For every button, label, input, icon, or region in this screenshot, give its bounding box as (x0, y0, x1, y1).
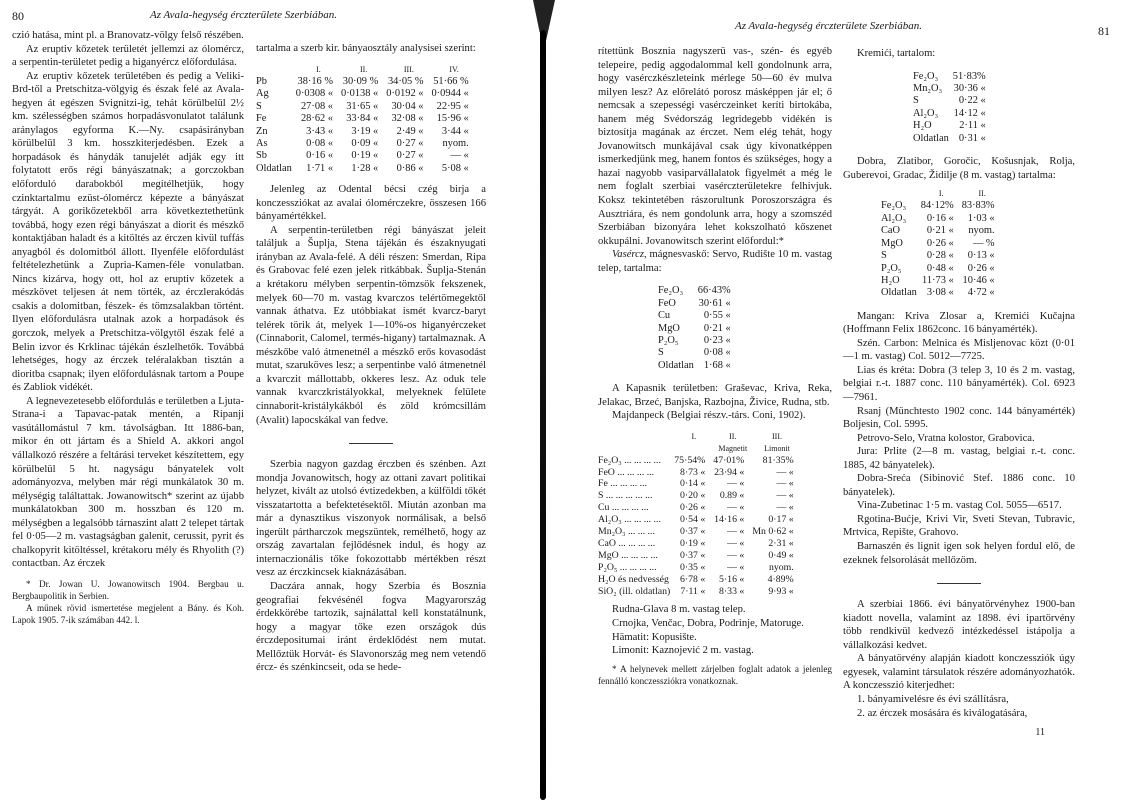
table-row (913, 133, 994, 145)
table-cell: Fe₂O₃ (913, 70, 939, 82)
list-item: Crnojka, Venčac, Dobra, Podrinje, Matoruge. (612, 618, 804, 630)
table-cell: 0·31 « (958, 132, 986, 144)
table-cell: 3·43 « (306, 125, 334, 137)
table-cell: Oldatlan (913, 132, 949, 144)
table-cell: 0·16 « (306, 150, 334, 162)
table-cell: Fe ... ... ... ... (598, 478, 647, 490)
table-cell: 30·04 « (391, 100, 424, 112)
paragraph: Lias és kréta: Dobra (3 telep 3, 10 és 2 m. vastag, belgiai r.-t. 1887 conc. 110 bányamérték). Col. 6923—7961. (843, 364, 1075, 404)
table-cell: 0·0138 « (341, 88, 379, 100)
table-cell: 0·0944 « (431, 88, 469, 100)
table-cell: Magnetit (718, 443, 748, 453)
table-cell: 34·05 % (387, 75, 424, 87)
table-cell: II. (729, 431, 737, 441)
table-cell: 23·94 « (714, 466, 745, 478)
table-cell: 1·68 « (703, 359, 731, 371)
table-cell: 1·03 « (967, 212, 995, 224)
table-cell: — « (727, 549, 745, 561)
right-column-1 (598, 45, 832, 687)
table-row (658, 298, 739, 310)
table-cell: CaO ... ... ... ... (598, 537, 656, 549)
paragraph: Szerbia nagyon gazdag érczben és szénben. Azt mondja Jovanowitsch, hogy az ottani zavart politikai helyzet, kivált az utolsó évtizedekben, a külföldi tőkét visszatartotta a befektetésektől. Miután azonban ma már a dynasztikus viszonyok normálisak, a belső ingerült pártharczok megszüntek, remélhető, hogy az ország zavartalan fejlődésnek indul, és hogy az internaczionális tőke fokozottabb mértékben részt vesz az érczkincsek kiaknázásában. (256, 459, 486, 579)
table-cell: 0·26 « (967, 262, 995, 274)
table-row (913, 108, 994, 120)
table-cell: FeO (658, 297, 676, 309)
paragraph: Dobra-Sreća (Sibinović Stef. 1886 conc. 10 bányatelek). (843, 473, 1075, 498)
table-cell: 30·61 « (698, 297, 731, 309)
table-row (913, 83, 994, 95)
table-cell: 33·84 « (346, 113, 379, 125)
table-row (658, 360, 739, 372)
paragraph: Petrovo-Selo, Vratna kolostor, Grabovica. (857, 432, 1035, 444)
table-cell: Mn 0·62 « (752, 526, 794, 538)
left-column-2 (256, 42, 486, 675)
table-cell: Cu (658, 310, 671, 322)
table-cell: 32·08 « (391, 113, 424, 125)
table-cell: 0·28 « (926, 250, 954, 262)
table-cell: 0·0192 « (386, 88, 424, 100)
table-cell: 0·86 « (396, 162, 424, 174)
table-cell: 7·11 « (680, 585, 706, 597)
table-cell: 11·73 « (922, 274, 954, 286)
table-cell: I. (316, 64, 321, 74)
table-cell: S ... ... ... ... ... (598, 490, 653, 502)
table-row (598, 455, 802, 467)
table-cell: II. (359, 64, 368, 74)
table-cell: P₂O₅ ... ... ... ... (598, 561, 657, 573)
table-row (881, 238, 1003, 250)
table-row (256, 76, 477, 88)
paragraph: Daczára annak, hogy Szerbia és Bosznia geografiai fekvésénél fogva Magyarország érdekkörébe tartozik, sajnálattal kell konstatálnunk, hogy a magyar tőke ezen országok dús érczdepositumai iránt érdeklődést nem mutat. Mellőztük Horvát- és Slavonország meg nem vetendő ércz- és szénkincseit, oda se hede- (256, 580, 486, 674)
table-row (598, 478, 802, 490)
table-cell: Zn (256, 125, 268, 137)
table-cell: — « (727, 561, 745, 573)
paragraph: rítettünk Bosznia nagyszerü vas-, szén- és egyéb telepeire, pedig aggodalommal kell gondolnunk arra, hogy vasérczkészleteink mérlege 50—60 év mulva milyen lesz? Az előrelátó porosz másképpen jár el; ő nemcsak a szepességi vasérczeinket keríti birtokába, hanem még Svédország legridegebb vidékén is biztosítja magának az érczet. Nem elég tehát, hogy Jovanowitsch munkájával csak úgy kivonatképpen ismerkedjünk meg, hanem fontos és szükséges, hogy a hazai nagyobb vasiparvállalatok figyelmét a még le nem foglalt szerbiai vasérczterületekre felhivjuk. Koksz tekintetében rászorultunk Poroszországra és Ausztriára, és nem gondolunk arra, hogy a szomszéd Szerbiában bizonyára lehet kokszolható kőszenet okkupálni. Jovanowitsch szerint előfordul:* (598, 46, 832, 247)
table-cell (881, 188, 921, 200)
table-row (598, 550, 802, 562)
table-cell (598, 443, 674, 455)
table-cell: 30·09 % (342, 75, 379, 87)
table-cell: 0·35 « (679, 561, 706, 573)
table-cell: 3·08 « (926, 287, 954, 299)
table-cell: 22·95 « (436, 100, 469, 112)
signature-mark: 11 (1035, 727, 1045, 739)
table-cell: 0·27 « (396, 137, 424, 149)
table-cell: — « (776, 478, 794, 490)
table-row (598, 443, 802, 455)
table-row (598, 574, 802, 586)
table-row (658, 323, 739, 335)
section-divider (937, 583, 981, 584)
table-cell: 28·62 « (300, 113, 334, 125)
table-cell: Ag (256, 88, 269, 100)
table-row (881, 250, 1003, 262)
table-row (598, 502, 802, 514)
table-cell: 4·89% (767, 573, 794, 585)
table-cell: Limonit (764, 443, 790, 453)
left-page (0, 0, 520, 800)
table-row (256, 126, 477, 138)
table-cell: 0·27 « (396, 150, 424, 162)
paragraph: Az eruptiv kőzetek területében és pedig a Veliki-Brd-től a Pretschitza-völgyig és észak felé az Avala-hegyen át egészen Svignitzi-ig, tehát körülbelül 2½ km. szélességben számos horpadásvonulatot találunk aránylagos egyforma K.—Ny. csapásirányban körülbelül 3 km. hosszkiterjedésben. Ezek a horpadások és hánydák tanujelét adják egy itt folytatott erős régi bányászatnak; a gorczokban előforduló darabokból megítélhetjük, hogy czinktartalmu ezüst-ólomércz képezte a bányászat tárgyát. A gorikőzetekből arra következtethetünk továbbá, hogy ezen régi bányászat a diorit és mészkő kontaktjában haladt és a kitöltés az érczen kivül tuffás anyagból és dolomitból állott. Ilyenféle előfordulást feltételezhetünk a Zupria-Kamen-féle vonulatban. Nincs kizárva, hogy ott, hol az eruptiv kőzetek a mészkövet teljesen át nem törték, az érczlerakódás csakis a dolomitban, fészek- és tömzsalakban történt. Ilyen előfordulásra utalnak azok a horpadások és gorczok, melyek a Pretschitza-völgytől észak felé a Belin izvor és Krklinac tájékán észlelhetők. Továbbá lehetséges, hogy az érczek teléralakban tisztán a dioritba csapnak; ilyen előfordulásnak tartom a Poupe és Zabliok vidékét. (12, 70, 244, 394)
table-cell: Al₂O₃ (881, 212, 907, 224)
table-cell: 0·21 « (926, 225, 954, 237)
table-cell: H₂O (881, 274, 900, 286)
table-cell: P₂O₅ (881, 262, 902, 274)
table-cell: I. (691, 431, 697, 441)
footnote: * A helynevek mellett zárjelben foglalt adatok a jelenleg fennálló konczessziókra vonatkoznak. (598, 663, 832, 686)
table-cell: CaO (881, 225, 901, 237)
table-cell: Fe₂O₃ ... ... ... ... (598, 454, 661, 466)
table-cell: P₂O₅ (658, 334, 679, 346)
table-cell (674, 443, 713, 455)
paragraph: A serpentin-területben régi bányászat jeleit találjuk a Šuplja, Stena tájékán és északnyugati irányban az Avala-felé. A déli részen: Smerdan, Ripa és Grabovac felé ezen jelek ritkábbak. Šuplja-Stenán a krétakoru mélyben serpentin-tömzsök fekszenek, melyek 60—70 m. vastag kvarczos telértömegektől vannak áthatva. Ez utóbbiakat ismét kvarcz-baryt telérek törik át, melyek 1—10%-os higanyérczeket (Cinnaborit, Calomel, termés-higany) tartalmaznak. A mészkőbe való átmenetnél a mészkő erős kovasodást mutat, szaruköves lesz; a serpentinbe való átmenetnél a kvarczit mállottabb, okkeres lesz. Az oduk tele vannak kvarczkristályokkal, melyeknek felülete cinnaborit-kristálykákból és zöld krómcsillám (Avalit) lapocskákal van fedve. (256, 224, 486, 426)
table-cell: 3·44 « (441, 125, 469, 137)
table-cell: 9·93 « (768, 585, 794, 597)
left-column-1 (12, 29, 244, 626)
table-cell: Fe₂O₃ (881, 200, 907, 212)
running-head-left: Az Avala-hegység érczterülete Szerbiában. (150, 9, 337, 21)
table-row (658, 347, 739, 359)
table-cell: 0·54 « (679, 514, 706, 526)
table-row (598, 538, 802, 550)
table-cell: 51·66 % (433, 75, 469, 87)
table-cell: 0·13 « (967, 250, 995, 262)
table-row (658, 335, 739, 347)
majdanpeck-analysis-table (598, 431, 802, 598)
table-cell: 30·36 « (953, 82, 986, 94)
table-row (598, 431, 802, 443)
table-cell: 81·35% (762, 454, 794, 466)
table-row (913, 95, 994, 107)
page-number-left: 80 (12, 9, 24, 23)
table-cell: 0·17 « (768, 514, 794, 526)
table-cell: 1·28 « (351, 162, 379, 174)
table-row (598, 562, 802, 574)
table-cell: IV. (449, 64, 459, 74)
table-cell: 75·54% (674, 454, 706, 466)
table-cell: 51·83% (952, 70, 986, 82)
table-intro: tartalma a szerb kir. bányaosztály analysisei szerint: (256, 43, 476, 54)
paragraph: Barnaszén és lignit igen sok helyen fordul elő, de ezeknek felsorolását mellőzöm. (843, 541, 1075, 566)
table-cell: 0·23 « (703, 334, 731, 346)
table-cell: — « (727, 478, 745, 490)
table-cell: Oldatlan (658, 359, 694, 371)
table-row (256, 138, 477, 150)
table-cell: Oldatlan (256, 162, 292, 174)
paragraph: Vina-Zubetinac 1·5 m. vastag Col. 5055—6517. (857, 500, 1062, 512)
table-cell: S (658, 347, 664, 359)
table-cell: — « (776, 466, 794, 478)
table-cell: S (881, 250, 887, 262)
table-cell: SiO₂ (ill. oldatlan) (598, 585, 671, 597)
table-cell: 0·48 « (926, 262, 954, 274)
table-cell: 0·55 « (703, 310, 731, 322)
table-cell: 66·43% (697, 285, 731, 297)
table-header-row (256, 64, 477, 76)
table-cell: 14·12 « (953, 107, 986, 119)
vasercz-label: Vasércz (612, 249, 644, 261)
table-row (881, 287, 1003, 299)
kremici-analysis-table (913, 71, 994, 145)
table-cell: 0·0308 « (295, 88, 334, 100)
table-row (881, 188, 1003, 200)
paragraph: Rgotina-Bućje, Krivi Vir, Sveti Stevan, Tubravic, Mrtvica, Repište, Grahovo. (843, 513, 1075, 539)
table-cell: Mn₂O₃ ... ... ... (598, 526, 655, 538)
paragraph: Dobra, Zlatibor, Goročic, Košusnjak, Rolja, Guberevoi, Gradac, Židilje (8 m. vastag) tartalma: (843, 155, 1075, 181)
paragraph: A szerbiai 1866. évi bányatörvényhez 1900-ban kiadott novella, valamint az 1898. évi ipartörvény több rendkivül kedvező intézkedéssel istápolja a vállalkozási kedvet. (843, 599, 1075, 651)
table-cell: 83·83% (961, 200, 995, 212)
paragraph: Majdanpeck (Belgiai részv.-társ. Coni, 1902). (612, 410, 806, 422)
table-cell: Al₂O₃ (913, 107, 939, 119)
table-cell: 0·19 « (351, 150, 379, 162)
table-cell: Oldatlan (881, 287, 917, 299)
table-row (881, 225, 1003, 237)
paragraph: Jura: Prlite (2—8 m. vastag, belgiai r.-t. conc. 1885, 42 bányatelek). (843, 446, 1075, 471)
paragraph: A legnevezetesebb előfordulás e területben a Ljuta-Strana-i a Tapavac-patak mentén, a Ripanji vasútállomástul 7 km. távolságban. Itt 1886-ban, mikor én ott jártam és a Shield A. akkori angol vállalkozó részére a feltárási terveket készítettem, egy körülbelül 5 ht. nagyságu bányatelek volt adományozva, melyben már régi munkálatok 30 m. mélységig találtattak. Jowanowitsch* szerint az újabb munkálatokban 300 m. hosszban és 120 m. mélységben a legalsóbb tárnaszint alatt 2 telepet tártak fel 0·05—2 m. vastagságban galenit, cerussit, pyrit és chalkopyrit kitöltéssel, krétakoru mély és Rhyolith (?) contactban. Az érczek (12, 395, 244, 570)
table-cell: 0·37 « (679, 549, 706, 561)
table-cell: Pb (256, 75, 267, 87)
table-cell: — « (450, 150, 469, 162)
table-row (913, 71, 994, 83)
table-cell: Cu ... ... ... ... (598, 502, 649, 514)
right-column-2 (843, 47, 1075, 740)
footnote: A műnek rövid ismertetése megjelent a Bány. és Koh. Lapok 1905. 7-ik számában 442. l. (12, 602, 244, 625)
table-cell: 14·16 « (714, 514, 745, 526)
table-cell: FeO ... ... ... ... (598, 466, 655, 478)
table-row (256, 88, 477, 100)
table-cell: 1·71 « (306, 162, 334, 174)
table-cell: 4·72 « (967, 287, 995, 299)
running-head-right: Az Avala-hegység érczterülete Szerbiában. (735, 20, 922, 32)
table-row (256, 163, 477, 175)
table-cell (256, 64, 296, 76)
table-cell: MgO (881, 237, 903, 249)
table-cell: 0·37 « (679, 526, 706, 538)
table-cell: 2·31 « (768, 537, 794, 549)
table-cell: As (256, 137, 268, 149)
table-cell: 2·11 « (959, 120, 986, 132)
table-cell: H₂O és nedvesség (598, 573, 669, 585)
table-cell: — « (727, 526, 745, 538)
table-cell: nyom. (968, 225, 995, 237)
table-cell: 10·46 « (962, 274, 995, 286)
table-cell: — « (727, 502, 745, 514)
table-cell: 0·08 « (703, 347, 731, 359)
table-cell: 38·16 % (297, 75, 334, 87)
list-item: 2. az érczek mosására és kiválogatására, (857, 707, 1028, 719)
list-item: Hämatit: Kopusište. (612, 631, 697, 643)
paragraph: A Kapasnik területben: Graševac, Kriva, Reka, Jelakac, Brzeć, Banjska, Razbojna, Živice, Rudna, stb. (598, 383, 832, 408)
binding-line (540, 30, 546, 800)
table-cell: 0·26 « (926, 237, 954, 249)
table-row (598, 526, 802, 538)
table-cell: I. (938, 189, 944, 199)
table-cell: MgO ... ... ... ... (598, 549, 658, 561)
table-cell: Mn₂O₃ (913, 82, 943, 94)
table-row (256, 150, 477, 162)
table-cell: 3·19 « (351, 125, 379, 137)
list-item: Rudna-Glava 8 m. vastag telep. (612, 604, 746, 616)
table-cell: 0·14 « (679, 478, 706, 490)
table-cell: 2·49 « (396, 125, 424, 137)
table-cell: III. (403, 64, 414, 74)
paragraph: Az eruptiv kőzetek területét jellemzi az ólomércz, a serpentin-területet pedig a higanyércz előfordulása. (12, 43, 244, 69)
table-cell: — « (776, 490, 794, 502)
table-cell: 8·73 « (679, 466, 706, 478)
table-cell: 0·16 « (926, 212, 954, 224)
table-row (256, 113, 477, 125)
vasercz-analysis-table (658, 285, 739, 372)
paragraph: A bányatörvény alapján kiadott konczessziók úgy egyesek, valamint társulatok részére adományozhatók. A konczesszió kiterjedhet: (843, 653, 1075, 692)
table-row (913, 120, 994, 132)
table-cell: 15·96 « (436, 113, 469, 125)
table-cell: nyom. (768, 561, 794, 573)
table-cell: 5·16 « (719, 573, 745, 585)
table-cell: — « (727, 537, 745, 549)
paragraph: Szén. Carbon: Melnica és Misljenovac közt (0·01—1 m. vastag) Col. 5012—7725. (843, 337, 1075, 363)
table-cell: — % (972, 237, 995, 249)
right-page (585, 0, 1124, 800)
paragraph: Rsanj (Münchtesto 1902 conc. 144 bányamérték) Boljesin, Col. 5995. (843, 405, 1075, 431)
list-item: Limonit: Kaznojević 2 m. vastag. (612, 645, 754, 657)
table-row (598, 490, 802, 502)
footnote: * Dr. Jowan U. Jowanowitsch 1904. Bergbau u. Bergbaupolitik in Serbien. (12, 578, 244, 601)
table-cell: S (256, 100, 262, 112)
table-row (658, 285, 739, 297)
table-row (256, 101, 477, 113)
table-cell: III. (772, 431, 783, 441)
paragraph: czió hatása, mint pl. a Branovatz-völgy felső részében. (12, 30, 244, 41)
table-cell: 0·22 « (958, 95, 986, 107)
table-row (658, 310, 739, 322)
paragraph: Vasércz, mágnesvaskő: Servo, Rudište 10 m. vastag telep, tartalma: (598, 249, 832, 274)
table-cell: Sb (256, 150, 267, 162)
table-cell: II. (978, 189, 986, 199)
table-row (881, 200, 1003, 212)
paragraph: Mangan: Kriva Zlosar a, Kremići Kučajna (Hoffmann Felix 1862conc. 16 bányamérték). (843, 310, 1075, 336)
table-cell: Fe (256, 113, 267, 125)
page-number-right: 81 (1098, 24, 1110, 38)
book-spine-gutter (535, 0, 549, 800)
table-cell: nyom. (442, 137, 469, 149)
paragraph: Kremići, tartalom: (857, 48, 936, 59)
table-cell: 8·33 « (719, 585, 745, 597)
list-item: 1. bányamivelésre és évi szállításra, (857, 693, 1009, 705)
table-cell: 47·01% (713, 454, 745, 466)
table-cell: 84·12% (920, 200, 954, 212)
table-cell: 0.89 « (719, 490, 745, 502)
table-cell: 0·09 « (351, 137, 379, 149)
dobra-analysis-table (881, 188, 1003, 300)
section-divider (349, 443, 393, 444)
table-row (881, 275, 1003, 287)
table-cell: Al₂O₃ ... ... ... ... (598, 514, 661, 526)
table-cell: MgO (658, 322, 680, 334)
table-row (598, 467, 802, 479)
table-row (881, 263, 1003, 275)
table-cell: H₂O (913, 120, 932, 132)
table-cell: S (913, 95, 919, 107)
table-cell: 31·65 « (346, 100, 379, 112)
table-cell: 0·21 « (703, 322, 731, 334)
table-cell: 0·08 « (306, 137, 334, 149)
table-cell: 5·08 « (441, 162, 469, 174)
table-cell: 0·49 « (768, 549, 794, 561)
table-cell: 0·19 « (679, 537, 706, 549)
table-cell (598, 431, 674, 443)
table-row (598, 514, 802, 526)
ore-analysis-table (256, 64, 477, 176)
table-cell: Fe₂O₃ (658, 285, 684, 297)
table-cell: — « (776, 502, 794, 514)
table-cell: 6·78 « (679, 573, 706, 585)
table-row (598, 586, 802, 598)
table-cell: 0·20 « (679, 490, 706, 502)
table-cell: 0·26 « (679, 502, 706, 514)
paragraph: Jelenleg az Odental bécsi czég birja a konczessziókat az avalai ólomérczekre, összesen 166 bányamértékkel. (256, 184, 486, 223)
table-row (881, 213, 1003, 225)
table-cell: 27·08 « (300, 100, 334, 112)
